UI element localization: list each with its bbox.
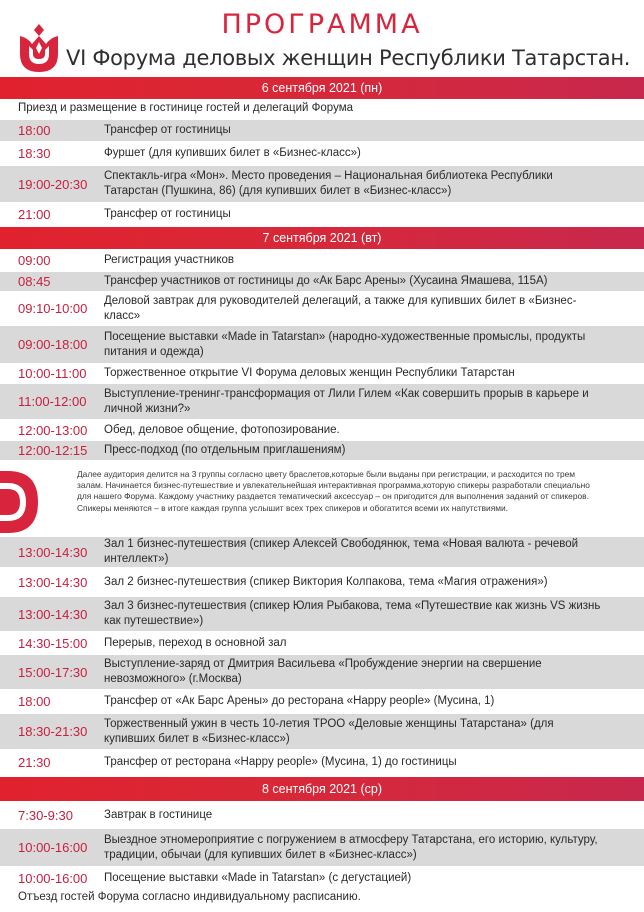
schedule-row bbox=[0, 249, 644, 271]
schedule-row bbox=[0, 364, 644, 383]
page-header bbox=[0, 0, 644, 77]
day-header-sep8: 8 сентября 2021 (ср) bbox=[0, 777, 644, 801]
row-description: Выездное этномероприятие с погружением в атмосферу Татарстана, его историю, культуру, традиции, обычаи (для купивших билет в «Бизнес-класс») bbox=[104, 833, 598, 861]
row-description: Зал 3 бизнес-путешествия (спикер Юлия Рыбакова, тема «Путешествие как жизнь VS жизнь как путешествие») bbox=[104, 600, 601, 627]
row-description: Выступление-заряд от Дмитрия Васильева «Пробуждение энергии на свершение невозможного» (г.Москва) bbox=[104, 658, 542, 685]
row-description: Трансфер от ресторана «Happy people» (Мусина, 1) до гостиницы bbox=[104, 755, 457, 768]
schedule-row bbox=[0, 420, 644, 440]
row-time: 13:00-14:30 bbox=[18, 606, 88, 622]
schedule-row bbox=[0, 441, 644, 460]
row-description: Зал 1 бизнес-путешествия (спикер Алексей Свободянюк, тема «Новая валюта - речевой интеллект») bbox=[104, 538, 579, 565]
row-time: 09:00 bbox=[18, 252, 51, 268]
schedule-row bbox=[0, 690, 644, 713]
info-block bbox=[0, 461, 644, 537]
schedule-row bbox=[0, 166, 644, 202]
row-description: Выступление-тренинг-трансформация от Лили Гилем «Как совершить прорыв в карьере и личной жизни?» bbox=[104, 387, 589, 415]
row-description: Торжественное открытие VI Форума деловых женщин Республики Татарстан bbox=[104, 367, 515, 379]
row-time: 10:00-16:00 bbox=[18, 840, 88, 855]
schedule-row bbox=[0, 568, 644, 596]
row-time: 10:00-16:00 bbox=[18, 870, 88, 886]
row-time: 15:00-17:30 bbox=[18, 664, 88, 680]
schedule-row bbox=[0, 537, 644, 567]
row-description: Фуршет (для купивших билет в «Бизнес-класс») bbox=[104, 147, 361, 159]
row-description: Посещение выставки «Made in Tatarstan» (народно-художественные промыслы, продукты питания и одежда) bbox=[104, 330, 586, 358]
row-time: 10:00-11:00 bbox=[18, 366, 87, 381]
day3-outro: Отъезд гостей Форума согласно индивидуальному расписанию. bbox=[18, 891, 361, 903]
row-time: 18:30-21:30 bbox=[18, 724, 88, 739]
row-description: Посещение выставки «Made in Tatarstan» (с дегустацией) bbox=[104, 871, 412, 884]
schedule-row bbox=[0, 750, 644, 774]
row-time: 7:30-9:30 bbox=[18, 807, 73, 823]
row-description: Деловой завтрак для руководителей делегаций, а также для купивших билет в «Бизнес-класс» bbox=[104, 294, 577, 322]
row-description: Завтрак в гостинице bbox=[104, 808, 213, 821]
row-time: 21:30 bbox=[18, 754, 51, 770]
row-description: Обед, деловое общение, фотопозирование. bbox=[104, 423, 340, 436]
schedule-row bbox=[0, 292, 644, 325]
row-description: Пресс-подход (по отдельным приглашениям) bbox=[104, 444, 346, 456]
row-time: 12:00-12:15 bbox=[18, 443, 88, 458]
day-header-sep7: 7 сентября 2021 (вт) bbox=[0, 227, 644, 249]
row-time: 21:00 bbox=[18, 207, 51, 222]
schedule-row bbox=[0, 655, 644, 689]
row-time: 18:00 bbox=[18, 694, 51, 709]
row-description: Торжественный ужин в честь 10-летия ТРОО «Деловые женщины Татарстана» (для купивших билет в «Бизнес-класс») bbox=[104, 717, 554, 745]
row-description: Регистрация участников bbox=[104, 253, 235, 266]
schedule-row bbox=[0, 326, 644, 363]
row-description: Спектакль-игра «Мон». Место проведения – Национальная библиотека Республики Татарстан (Пушкина, 86) (для купивших билет в «Бизнес-класс») bbox=[104, 170, 553, 197]
schedule-row bbox=[0, 632, 644, 654]
row-description: Трансфер участников от гостиницы до «Ак Барс Арены» (Хусаина Ямашева, 115А) bbox=[104, 275, 548, 287]
row-description: Зал 2 бизнес-путешествия (спикер Виктория Колпакова, тема «Магия отражения») bbox=[104, 575, 548, 588]
row-time: 11:00-12:00 bbox=[18, 394, 87, 409]
row-time: 09:10-10:00 bbox=[18, 301, 88, 316]
schedule-row bbox=[0, 867, 644, 889]
row-time: 13:00-14:30 bbox=[18, 544, 88, 560]
row-time: 18:00 bbox=[18, 123, 51, 138]
row-time: 14:30-15:00 bbox=[18, 635, 88, 651]
schedule-row bbox=[0, 597, 644, 631]
row-time: 12:00-13:00 bbox=[18, 422, 88, 438]
row-description: Трансфер от «Ак Барс Арены» до ресторана «Happy people» (Мусина, 1) bbox=[104, 695, 495, 707]
schedule-row bbox=[0, 203, 644, 226]
forum-d-mark-icon bbox=[0, 471, 38, 533]
row-time: 08:45 bbox=[18, 274, 51, 289]
schedule-row bbox=[0, 829, 644, 866]
info-text: Далее аудитория делится на 3 группы согласно цвету браслетов,которые были выданы при регистрации, и расходится по трем залам. Начинается бизнес-путешествие и увлекательнейшая интерактивная программа,которую спикеры разработали специально для нашего Форума. Каждому участнику раздается тематический аксессуар – он пригодится для выполнения заданий от спикеров. Спикеры меняются – в итоге каждая группа услышит всех трех спикеров и обогатится всеми их напутствиями. bbox=[77, 469, 590, 513]
schedule-row bbox=[0, 120, 644, 141]
row-description: Перерыв, переход в основной зал bbox=[104, 636, 287, 649]
schedule-row bbox=[0, 714, 644, 749]
row-time: 18:30 bbox=[18, 146, 51, 161]
schedule-row bbox=[0, 272, 644, 291]
page-title: ПРОГРАММА bbox=[221, 9, 423, 40]
schedule-row bbox=[0, 802, 644, 828]
schedule-row bbox=[0, 142, 644, 165]
page-subtitle: VI Форума деловых женщин Республики Татарстан. bbox=[66, 46, 631, 70]
schedule-row bbox=[0, 384, 644, 419]
day1-intro: Приезд и размещение в гостинице гостей и делегаций Форума bbox=[18, 102, 353, 114]
row-time: 09:00-18:00 bbox=[18, 337, 88, 352]
day-header-sep6: 6 сентября 2021 (пн) bbox=[0, 77, 644, 99]
row-time: 19:00-20:30 bbox=[18, 176, 88, 192]
row-description: Трансфер от гостиницы bbox=[104, 208, 231, 220]
row-description: Трансфер от гостиницы bbox=[104, 124, 231, 136]
row-time: 13:00-14:30 bbox=[18, 574, 88, 590]
